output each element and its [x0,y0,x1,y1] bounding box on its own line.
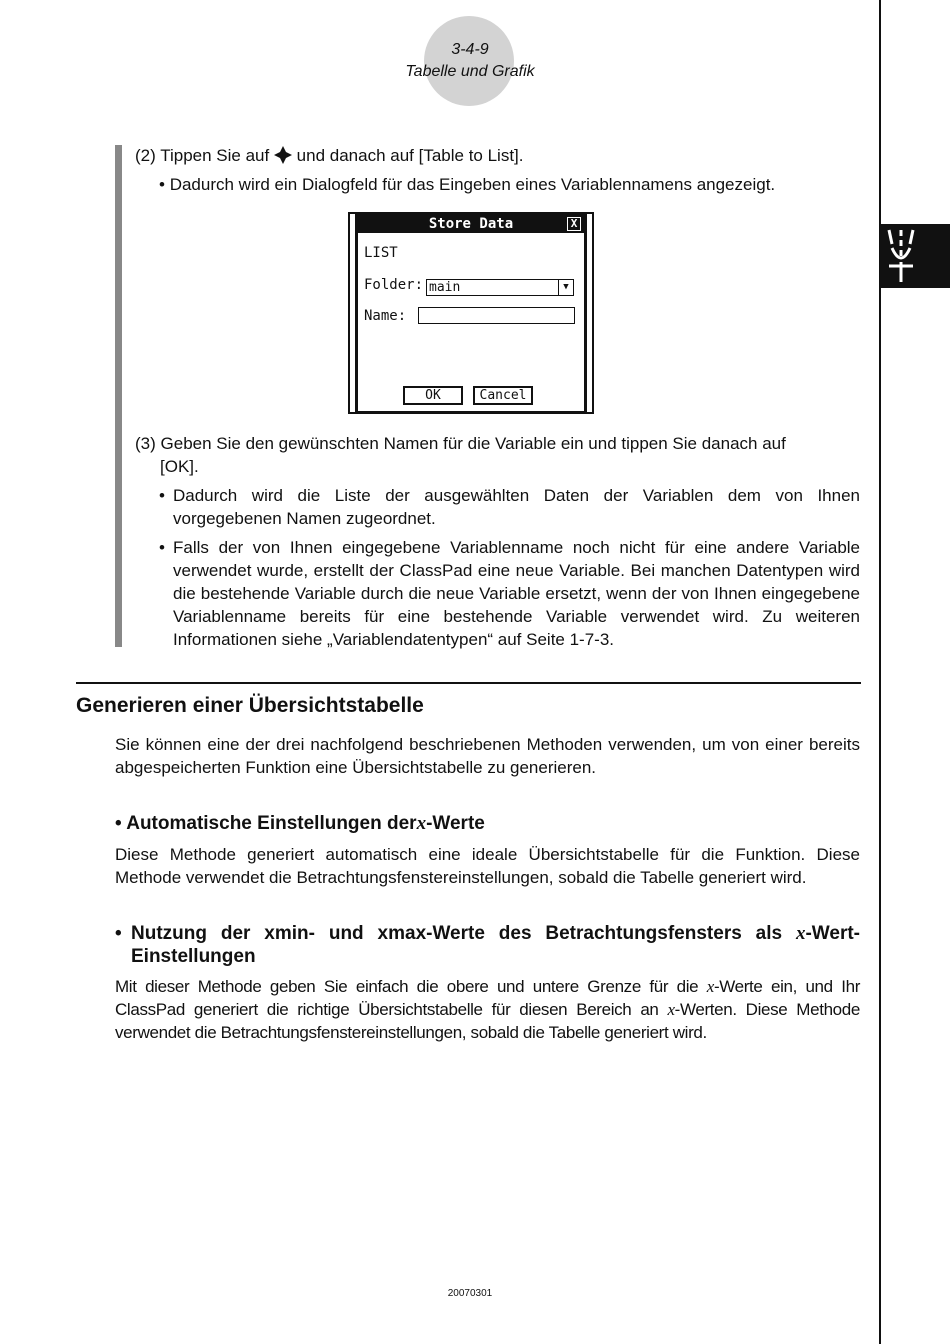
title-text: -Werte [426,813,485,834]
title-text: Automatische Einstellungen der [126,813,417,834]
steps-margin-bar [115,145,122,647]
page-edge-line [879,0,881,1344]
body-text: Mit dieser Methode geben Sie einfach die obere und untere Grenze für die [115,977,699,996]
step-text: und danach auf [Table to List]. [296,146,524,165]
folder-select[interactable] [426,279,574,296]
subsection-2-text [115,975,860,1044]
bullet: • [115,923,122,944]
title-text: Nutzung der xmin- und xmax-Werte des Betrachtungsfensters als [131,923,783,944]
dialog-title-bar [358,215,584,233]
folder-label: Folder: [364,277,424,293]
variable-x: x [795,923,806,944]
folder-value: main [429,280,461,295]
variable-x: x [706,977,714,996]
section-title: Generieren einer Übersichtstabelle [76,694,424,717]
variable-x: x [416,813,427,834]
bullet: • [115,813,122,834]
ok-button[interactable]: OK [403,386,463,405]
subsection-1-title [115,812,860,835]
name-label: Name: [364,308,407,324]
dialog-list-label: LIST [364,245,398,261]
title-text: Einstellungen [131,946,256,967]
cancel-button[interactable]: Cancel [473,386,533,405]
name-input[interactable] [418,307,575,324]
chevron-down-icon[interactable]: ▼ [558,280,573,295]
step-number: (3) [135,434,156,453]
dialog-title: Store Data [428,216,514,232]
step-number: (2) [135,146,156,165]
chapter-title: Tabelle und Grafik [405,63,535,80]
step-2 [135,144,855,167]
variable-x: x [667,1000,675,1019]
subsection-2-title [115,922,860,968]
bullet-text: Falls der von Ihnen eingegebene Variablenname noch nicht für eine andere Variable verwendet wurde, erstellt der ClassPad eine neue Variable. Bei manchen Datentypen wird die bestehende Variable durch die neue Variable ersetzt, wenn der von Ihnen eingegebene Variablenname bereits für eine bestehende Variable verwendet wird. Zu weiteren Informationen siehe „Variablendatentypen“ auf Seite 1-7-3. [173,538,860,649]
step-2-bullet: • Dadurch wird ein Dialogfeld für das Eingeben eines Variablennamens angezeigt. [159,175,776,194]
step-3-bullet-2: • Falls der von Ihnen eingegebene Variablenname noch nicht für eine andere Variable verwendet wurde, erstellt der ClassPad eine neue Variable. Bei manchen Datentypen wird die bestehende Variable durch die neue Variable ersetzt, wenn der von Ihnen eingegebene Variablenname bereits für eine bestehende Variable verwendet wird. Zu weiteren Informationen siehe „Variablendatentypen“ auf Seite 1-7-3. [159,538,860,649]
chapter-tab [880,224,950,288]
bullet-text: Dadurch wird die Liste der ausgewählten Daten der Variablen dem von Ihnen vorgegebenen Namen zugeordnet. [173,486,860,528]
table-graph-icon [880,224,950,288]
page-number: 3-4-9 [451,41,489,58]
store-data-dialog [355,212,587,414]
body-text: -Werten. Diese Methode verwendet die Betrachtungsfenstereinstellungen, sobald die Tabelle generiert wird. [115,1000,860,1042]
header-circle [424,16,514,106]
footer-code: 20070301 [447,1288,493,1299]
step-text: Tippen Sie auf [160,146,270,165]
close-icon[interactable]: X [567,217,581,231]
body-text: -Werte ein, und Ihr ClassPad generiert die richtige Übersichtstabelle für diesen Bereich an [115,977,861,1019]
step-text: Geben Sie den gewünschten Namen für die Variable ein und tippen Sie danach auf [160,434,786,453]
section-rule [76,682,861,684]
section-intro: Sie können eine der drei nachfolgend beschriebenen Methoden verwenden, um von einer bereits abgespeicherten Funktion eine Übersichtstabelle zu generieren. [115,735,860,777]
step-3 [135,432,860,455]
bullet-text: Dadurch wird ein Dialogfeld für das Eingeben eines Variablennamens angezeigt. [169,175,776,194]
subsection-1-text: Diese Methode generiert automatisch eine ideale Übersichtstabelle für die Funktion. Diese Methode verwendet die Betrachtungsfenstereinstellungen, sobald die Tabelle generiert wird. [115,845,860,887]
step-3-bullet-1: • Dadurch wird die Liste der ausgewählten Daten der Variablen dem von Ihnen vorgegebenen Namen zugeordnet. [159,486,860,528]
four-point-star-icon [274,146,292,164]
step-3-cont: [OK]. [160,457,199,476]
title-text: -Wert- [805,923,861,944]
